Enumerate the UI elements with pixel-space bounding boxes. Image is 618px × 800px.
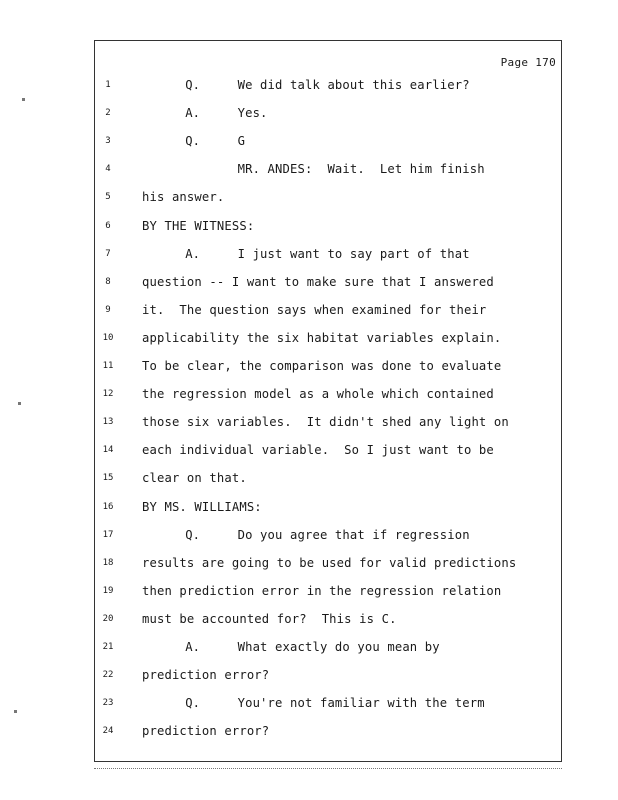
transcript-line	[0, 469, 618, 487]
transcript-line	[0, 694, 618, 712]
line-number: 22	[102, 670, 114, 681]
transcript-line	[0, 610, 618, 628]
transcript-line	[0, 188, 618, 206]
line-number: 2	[105, 108, 111, 119]
transcript-line	[0, 301, 618, 319]
line-text: prediction error?	[142, 668, 270, 683]
line-number: 16	[102, 501, 114, 512]
transcript-line	[0, 441, 618, 459]
footer-rule	[94, 768, 562, 769]
transcript-line	[0, 132, 618, 150]
line-text: then prediction error in the regression relation	[142, 583, 502, 598]
line-text: it. The question says when examined for their	[142, 302, 487, 317]
line-text: Q. You're not familiar with the term	[185, 696, 485, 711]
line-number: 23	[102, 698, 114, 709]
line-number: 14	[102, 445, 114, 456]
line-number: 21	[102, 642, 114, 652]
line-text: clear on that.	[142, 471, 247, 486]
margin-mark	[14, 710, 17, 713]
line-text: A. What exactly do you mean by	[185, 640, 440, 654]
line-text: BY MS. WILLIAMS:	[142, 499, 262, 514]
line-number: 17	[102, 529, 114, 540]
line-text: applicability the six habitat variables explain.	[142, 330, 502, 345]
transcript-line	[0, 666, 618, 684]
line-number: 6	[105, 220, 111, 231]
line-text: To be clear, the comparison was done to evaluate	[142, 359, 502, 373]
line-text: question -- I want to make sure that I answered	[142, 274, 494, 289]
line-number: 18	[102, 557, 114, 568]
line-text: Q. Do you agree that if regression	[185, 527, 470, 542]
line-text: Q. We did talk about this earlier?	[185, 78, 470, 92]
page-number: Page 170	[500, 56, 556, 69]
line-text: the regression model as a whole which contained	[142, 387, 494, 402]
line-number: 10	[102, 332, 114, 343]
line-text: BY THE WITNESS:	[142, 218, 255, 233]
transcript-line	[0, 329, 618, 347]
line-text: MR. ANDES: Wait. Let him finish	[185, 162, 485, 177]
transcript-line	[0, 76, 618, 94]
line-text: those six variables. It didn't shed any light on	[142, 415, 509, 430]
line-number: 24	[102, 726, 114, 737]
transcript-line	[0, 273, 618, 291]
line-text: results are going to be used for valid predictions	[142, 555, 517, 570]
line-text: must be accounted for? This is C.	[142, 611, 397, 626]
line-number: 7	[105, 248, 111, 259]
transcript-line	[0, 413, 618, 431]
line-number: 19	[102, 585, 114, 596]
line-number: 11	[102, 361, 114, 371]
line-text: prediction error?	[142, 724, 270, 739]
transcript-line	[0, 722, 618, 740]
transcript-line	[0, 554, 618, 572]
line-number: 9	[105, 304, 111, 315]
line-number: 5	[105, 192, 111, 203]
transcript-line	[0, 160, 618, 178]
transcript-line	[0, 245, 618, 263]
line-number: 1	[105, 80, 111, 90]
line-number: 15	[102, 473, 114, 484]
line-number: 13	[102, 417, 114, 428]
line-text: each individual variable. So I just want to be	[142, 443, 494, 458]
line-text: his answer.	[142, 190, 225, 205]
transcript-line	[0, 357, 618, 375]
margin-mark	[22, 98, 25, 101]
line-number: 4	[105, 164, 111, 175]
transcript-line	[0, 385, 618, 403]
transcript-line	[0, 104, 618, 122]
transcript-line	[0, 582, 618, 600]
transcript-line	[0, 638, 618, 656]
line-number: 3	[105, 136, 111, 147]
line-text: Q. G	[185, 134, 246, 149]
line-number: 8	[105, 276, 111, 287]
line-number: 20	[102, 613, 114, 624]
transcript-line	[0, 498, 618, 516]
margin-mark	[18, 402, 21, 405]
transcript-line	[0, 217, 618, 235]
line-number: 12	[102, 389, 114, 400]
line-text: A. I just want to say part of that	[185, 246, 470, 261]
line-text: A. Yes.	[185, 106, 268, 121]
transcript-line	[0, 526, 618, 544]
